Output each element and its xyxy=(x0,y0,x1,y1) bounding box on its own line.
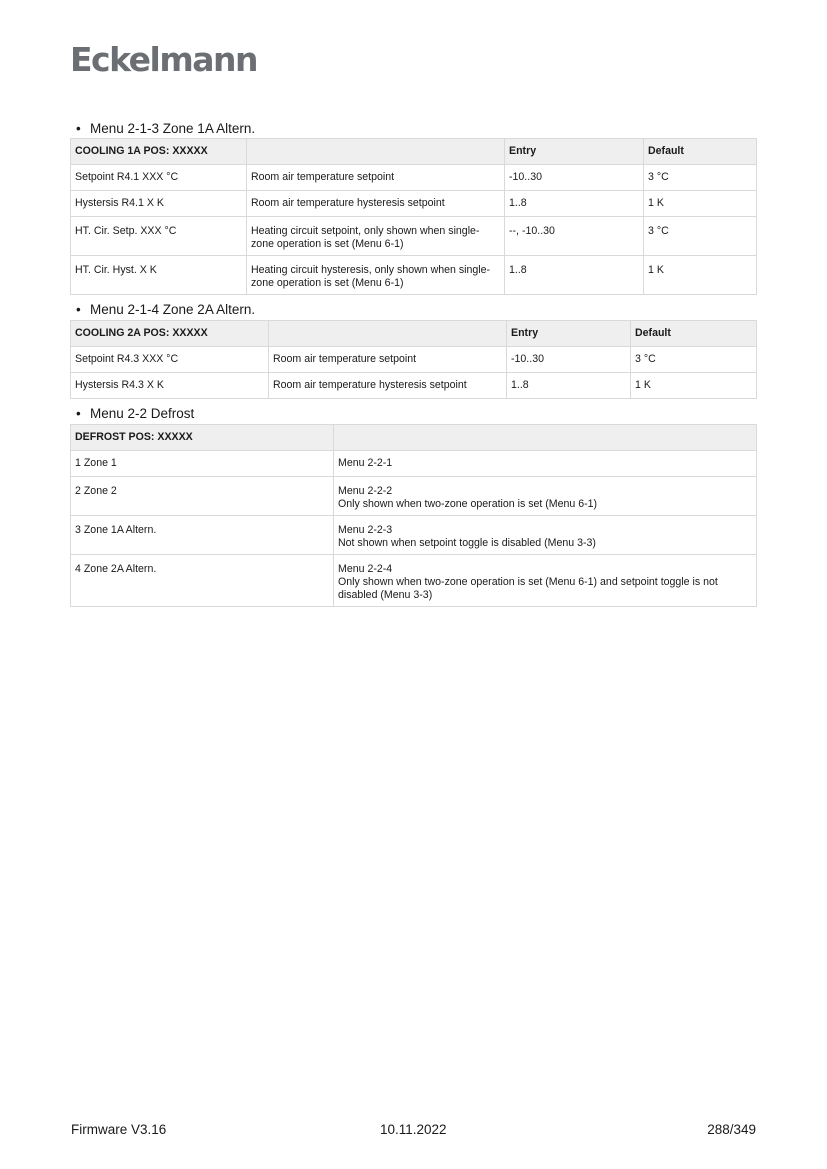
param-cell: Setpoint R4.3 XXX °C xyxy=(71,347,269,373)
table-row xyxy=(71,451,757,477)
table-header-row xyxy=(71,425,757,451)
table-defrost xyxy=(70,424,757,607)
description-cell: Heating circuit hysteresis, only shown when single-zone operation is set (Menu 6-1) xyxy=(247,256,505,295)
zone-cell: 3 Zone 1A Altern. xyxy=(71,516,334,555)
table-cooling-1a xyxy=(70,138,757,295)
table-row xyxy=(71,191,757,217)
default-cell: 1 K xyxy=(644,256,757,295)
entry-cell: -10..30 xyxy=(505,165,644,191)
table-row xyxy=(71,217,757,256)
default-cell: 3 °C xyxy=(644,165,757,191)
bullet-icon: • xyxy=(76,406,81,421)
bullet-icon: • xyxy=(76,302,81,317)
header-cell: Entry xyxy=(505,139,644,165)
eckelmann-logo: Eckelmann xyxy=(70,40,257,79)
table-row xyxy=(71,347,757,373)
table-header-row xyxy=(71,321,757,347)
entry-cell: 1..8 xyxy=(505,256,644,295)
table-row xyxy=(71,373,757,399)
menu-note: Only shown when two-zone operation is set (Menu 6-1) and setpoint toggle is not disabled (Menu 3-3) xyxy=(338,576,718,601)
footer-date: 10.11.2022 xyxy=(380,1122,447,1137)
entry-cell: 1..8 xyxy=(505,191,644,217)
default-cell: 1 K xyxy=(644,191,757,217)
menu-note: Not shown when setpoint toggle is disabled (Menu 3-3) xyxy=(338,537,596,549)
table-row xyxy=(71,516,757,555)
header-cell: Entry xyxy=(507,321,631,347)
param-cell: Hystersis R4.1 X K xyxy=(71,191,247,217)
menu-cell xyxy=(334,451,757,477)
header-cell: COOLING 2A POS: XXXXX xyxy=(71,321,269,347)
entry-cell: -10..30 xyxy=(507,347,631,373)
param-cell: Setpoint R4.1 XXX °C xyxy=(71,165,247,191)
zone-cell: 2 Zone 2 xyxy=(71,477,334,516)
zone-cell: 1 Zone 1 xyxy=(71,451,334,477)
menu-note: Only shown when two-zone operation is set (Menu 6-1) xyxy=(338,498,598,510)
default-cell: 3 °C xyxy=(644,217,757,256)
header-cell: DEFROST POS: XXXXX xyxy=(71,425,334,451)
section-title-zone-1a: • Menu 2-1-3 Zone 1A Altern. xyxy=(76,121,256,136)
menu-ref: Menu 2-2-1 xyxy=(338,457,393,469)
footer-firmware: Firmware V3.16 xyxy=(71,1122,167,1137)
menu-cell xyxy=(334,477,757,516)
header-cell xyxy=(247,139,505,165)
menu-ref: Menu 2-2-2 xyxy=(338,485,393,497)
menu-cell xyxy=(334,555,757,607)
table-row xyxy=(71,256,757,295)
header-cell: Default xyxy=(644,139,757,165)
section-title-defrost: • Menu 2-2 Defrost xyxy=(76,406,195,421)
param-cell: Hystersis R4.3 X K xyxy=(71,373,269,399)
description-cell: Room air temperature hysteresis setpoint xyxy=(269,373,507,399)
table-header-row xyxy=(71,139,757,165)
description-cell: Room air temperature hysteresis setpoint xyxy=(247,191,505,217)
header-cell: COOLING 1A POS: XXXXX xyxy=(71,139,247,165)
description-cell: Heating circuit setpoint, only shown when single-zone operation is set (Menu 6-1) xyxy=(247,217,505,256)
table-row xyxy=(71,555,757,607)
entry-cell: --, -10..30 xyxy=(505,217,644,256)
table-row xyxy=(71,165,757,191)
menu-ref: Menu 2-2-3 xyxy=(338,524,393,536)
entry-cell: 1..8 xyxy=(507,373,631,399)
menu-ref: Menu 2-2-4 xyxy=(338,563,393,575)
default-cell: 1 K xyxy=(631,373,757,399)
description-cell: Room air temperature setpoint xyxy=(247,165,505,191)
zone-cell: 4 Zone 2A Altern. xyxy=(71,555,334,607)
header-cell: Default xyxy=(631,321,757,347)
table-row xyxy=(71,477,757,516)
param-cell: HT. Cir. Setp. XXX °C xyxy=(71,217,247,256)
section-title-zone-2a: • Menu 2-1-4 Zone 2A Altern. xyxy=(76,302,256,317)
header-cell xyxy=(269,321,507,347)
table-cooling-2a xyxy=(70,320,757,399)
footer-page-number: 288/349 xyxy=(707,1122,756,1137)
default-cell: 3 °C xyxy=(631,347,757,373)
param-cell: HT. Cir. Hyst. X K xyxy=(71,256,247,295)
header-cell xyxy=(334,425,757,451)
menu-cell xyxy=(334,516,757,555)
bullet-icon: • xyxy=(76,121,81,136)
description-cell: Room air temperature setpoint xyxy=(269,347,507,373)
